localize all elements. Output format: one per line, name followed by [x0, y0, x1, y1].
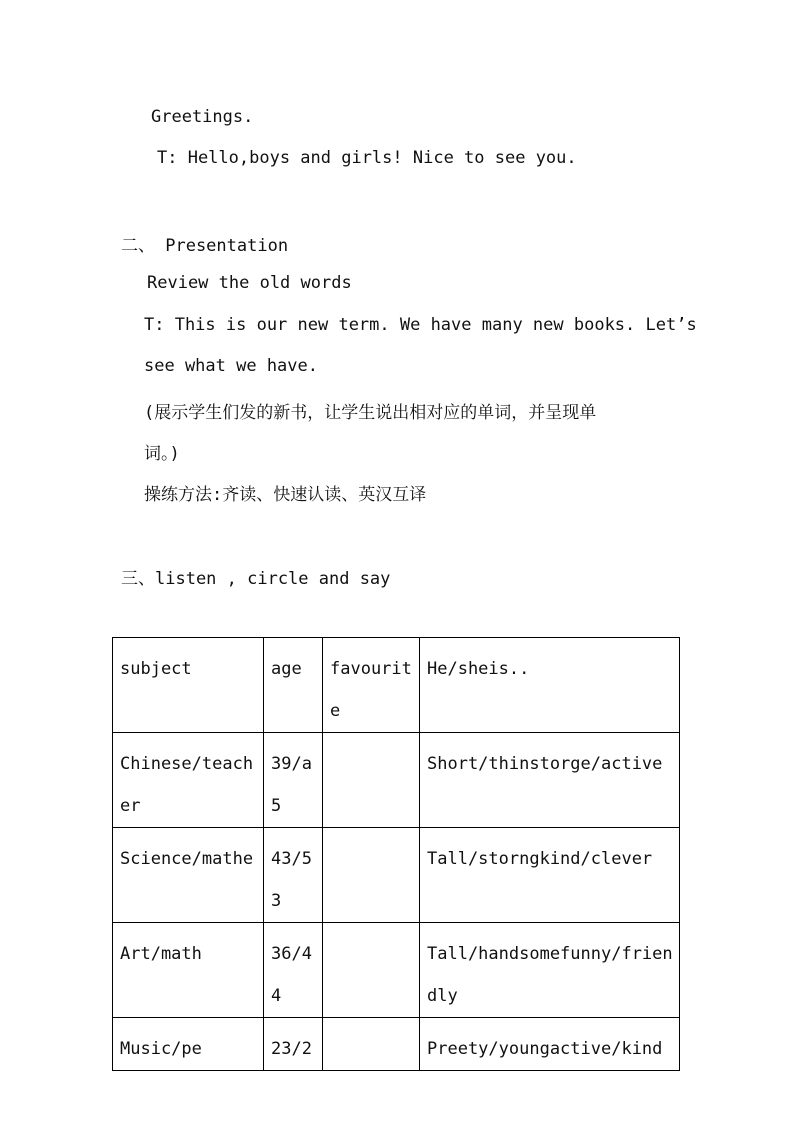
header-age: age: [264, 638, 323, 733]
header-subject: subject: [113, 638, 264, 733]
table-cell: 39/a5: [264, 733, 323, 828]
table-cell: 23/2: [264, 1018, 323, 1071]
header-favourite: favourite: [323, 638, 420, 733]
teacher-term-line: T: This is our new term. We have many new books. Let’s: [144, 315, 697, 335]
table-row: [113, 1018, 680, 1071]
table-cell: 43/53: [264, 828, 323, 923]
listen-circle-table: [112, 637, 680, 1071]
header-description: He/sheis..: [420, 638, 680, 733]
drill-methods: 操练方法:齐读、快速认读、英汉互译: [144, 485, 427, 505]
table-cell: Preety/youngactive/kind: [420, 1018, 680, 1071]
table-cell: [323, 923, 420, 1018]
review-words-label: Review the old words: [147, 273, 352, 293]
greetings-label: Greetings.: [151, 107, 254, 127]
table-row: [113, 733, 680, 828]
table-cell: Chinese/teacher: [113, 733, 264, 828]
instruction-note-continued: 词。): [144, 444, 180, 464]
listen-heading: 三、listen , circle and say: [121, 569, 391, 589]
table-row: [113, 923, 680, 1018]
instruction-note: (展示学生们发的新书，让学生说出相对应的单词，并呈现单: [144, 403, 597, 423]
teacher-term-line-continued: see what we have.: [144, 356, 318, 376]
table-cell: 36/44: [264, 923, 323, 1018]
table-cell: [323, 733, 420, 828]
table-cell: Science/mathe: [113, 828, 264, 923]
table-cell: Short/thinstorge/active: [420, 733, 680, 828]
table-cell: [323, 1018, 420, 1071]
table-cell: Tall/storngkind/clever: [420, 828, 680, 923]
table-row: [113, 828, 680, 923]
table-cell: [323, 828, 420, 923]
table-cell: Tall/handsomefunny/friendly: [420, 923, 680, 1018]
table-header-row: [113, 638, 680, 733]
teacher-greeting-line: T: Hello,boys and girls! Nice to see you.: [157, 148, 577, 168]
presentation-heading: 二、 Presentation: [121, 236, 289, 256]
table-cell: Music/pe: [113, 1018, 264, 1071]
table-cell: Art/math: [113, 923, 264, 1018]
